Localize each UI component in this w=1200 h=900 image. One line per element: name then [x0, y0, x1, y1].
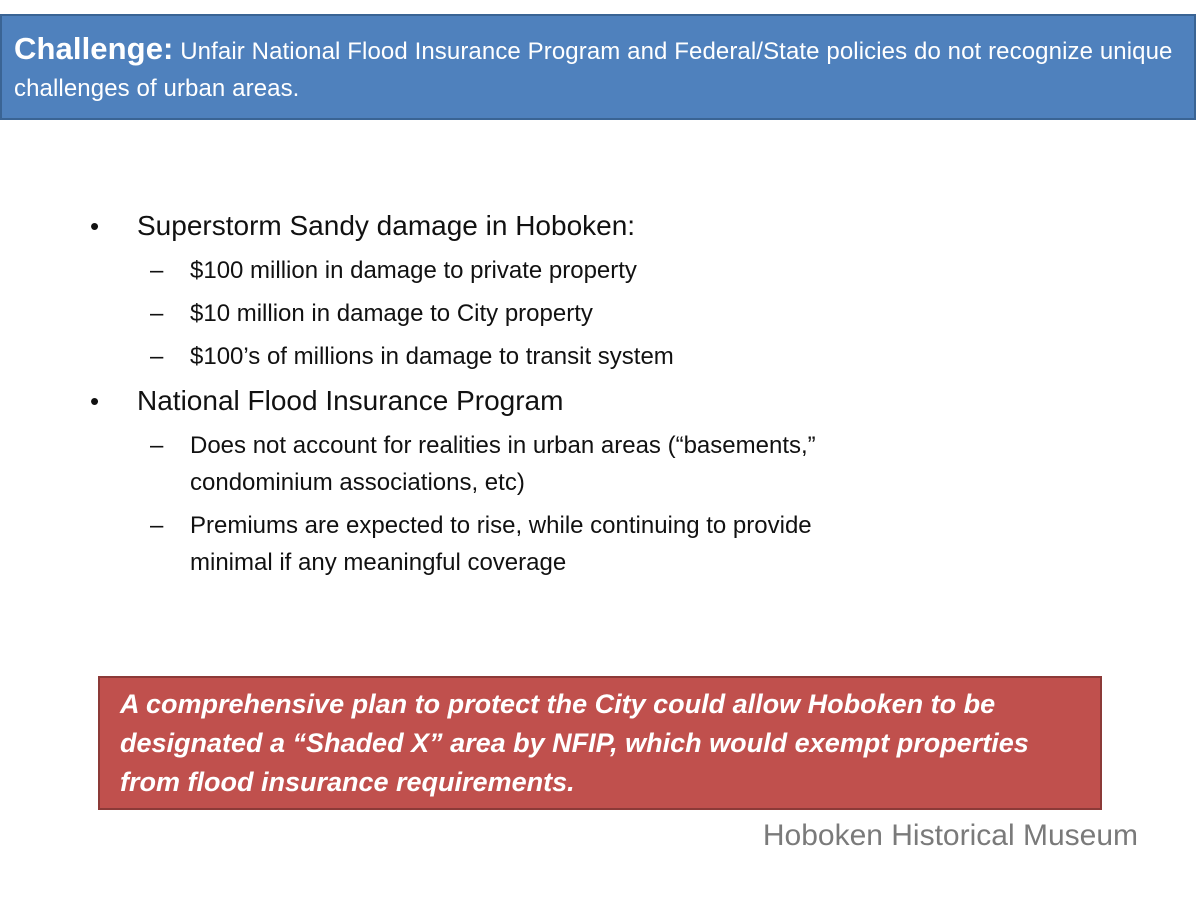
bullet-item-nfip	[90, 381, 850, 421]
sub-list-nfip	[90, 427, 850, 581]
bullet-list	[90, 206, 850, 587]
bullet-item-sandy-damage	[90, 206, 850, 246]
challenge-banner	[0, 14, 1196, 120]
sub-item-text: $10 million in damage to City property	[190, 300, 593, 327]
sub-item	[90, 427, 850, 501]
bullet-text: Superstorm Sandy damage in Hoboken:	[137, 210, 636, 241]
dash-icon: –	[150, 512, 164, 539]
museum-watermark: Hoboken Historical Museum	[762, 819, 1138, 852]
callout-text: A comprehensive plan to protect the City could allow Hoboken to be designated a “Shaded X” area by NFIP, which would exempt properties from flood insurance requirements.	[120, 689, 1029, 797]
dash-icon: –	[150, 300, 164, 327]
sub-item	[90, 338, 850, 375]
dash-icon: –	[150, 257, 164, 284]
sub-item	[90, 252, 850, 289]
bullet-dot-icon: •	[90, 211, 100, 241]
dash-icon: –	[150, 432, 164, 459]
bullet-text: National Flood Insurance Program	[137, 385, 564, 416]
sub-item-text: Premiums are expected to rise, while continuing to provide minimal if any meaningful coverage	[190, 512, 812, 576]
sub-item-text: $100 million in damage to private property	[190, 257, 637, 284]
sub-item	[90, 507, 850, 581]
sub-item-text: $100’s of millions in damage to transit system	[190, 343, 674, 370]
challenge-text: Unfair National Flood Insurance Program and Federal/State policies do not recognize unique challenges of urban areas.	[14, 38, 1173, 102]
bullet-dot-icon: •	[90, 386, 100, 416]
sub-item-text: Does not account for realities in urban areas (“basements,” condominium associations, etc)	[190, 432, 816, 496]
sub-item	[90, 295, 850, 332]
challenge-label: Challenge:	[14, 31, 174, 66]
sub-list-sandy	[90, 252, 850, 375]
dash-icon: –	[150, 343, 164, 370]
shaded-x-callout	[98, 676, 1102, 810]
